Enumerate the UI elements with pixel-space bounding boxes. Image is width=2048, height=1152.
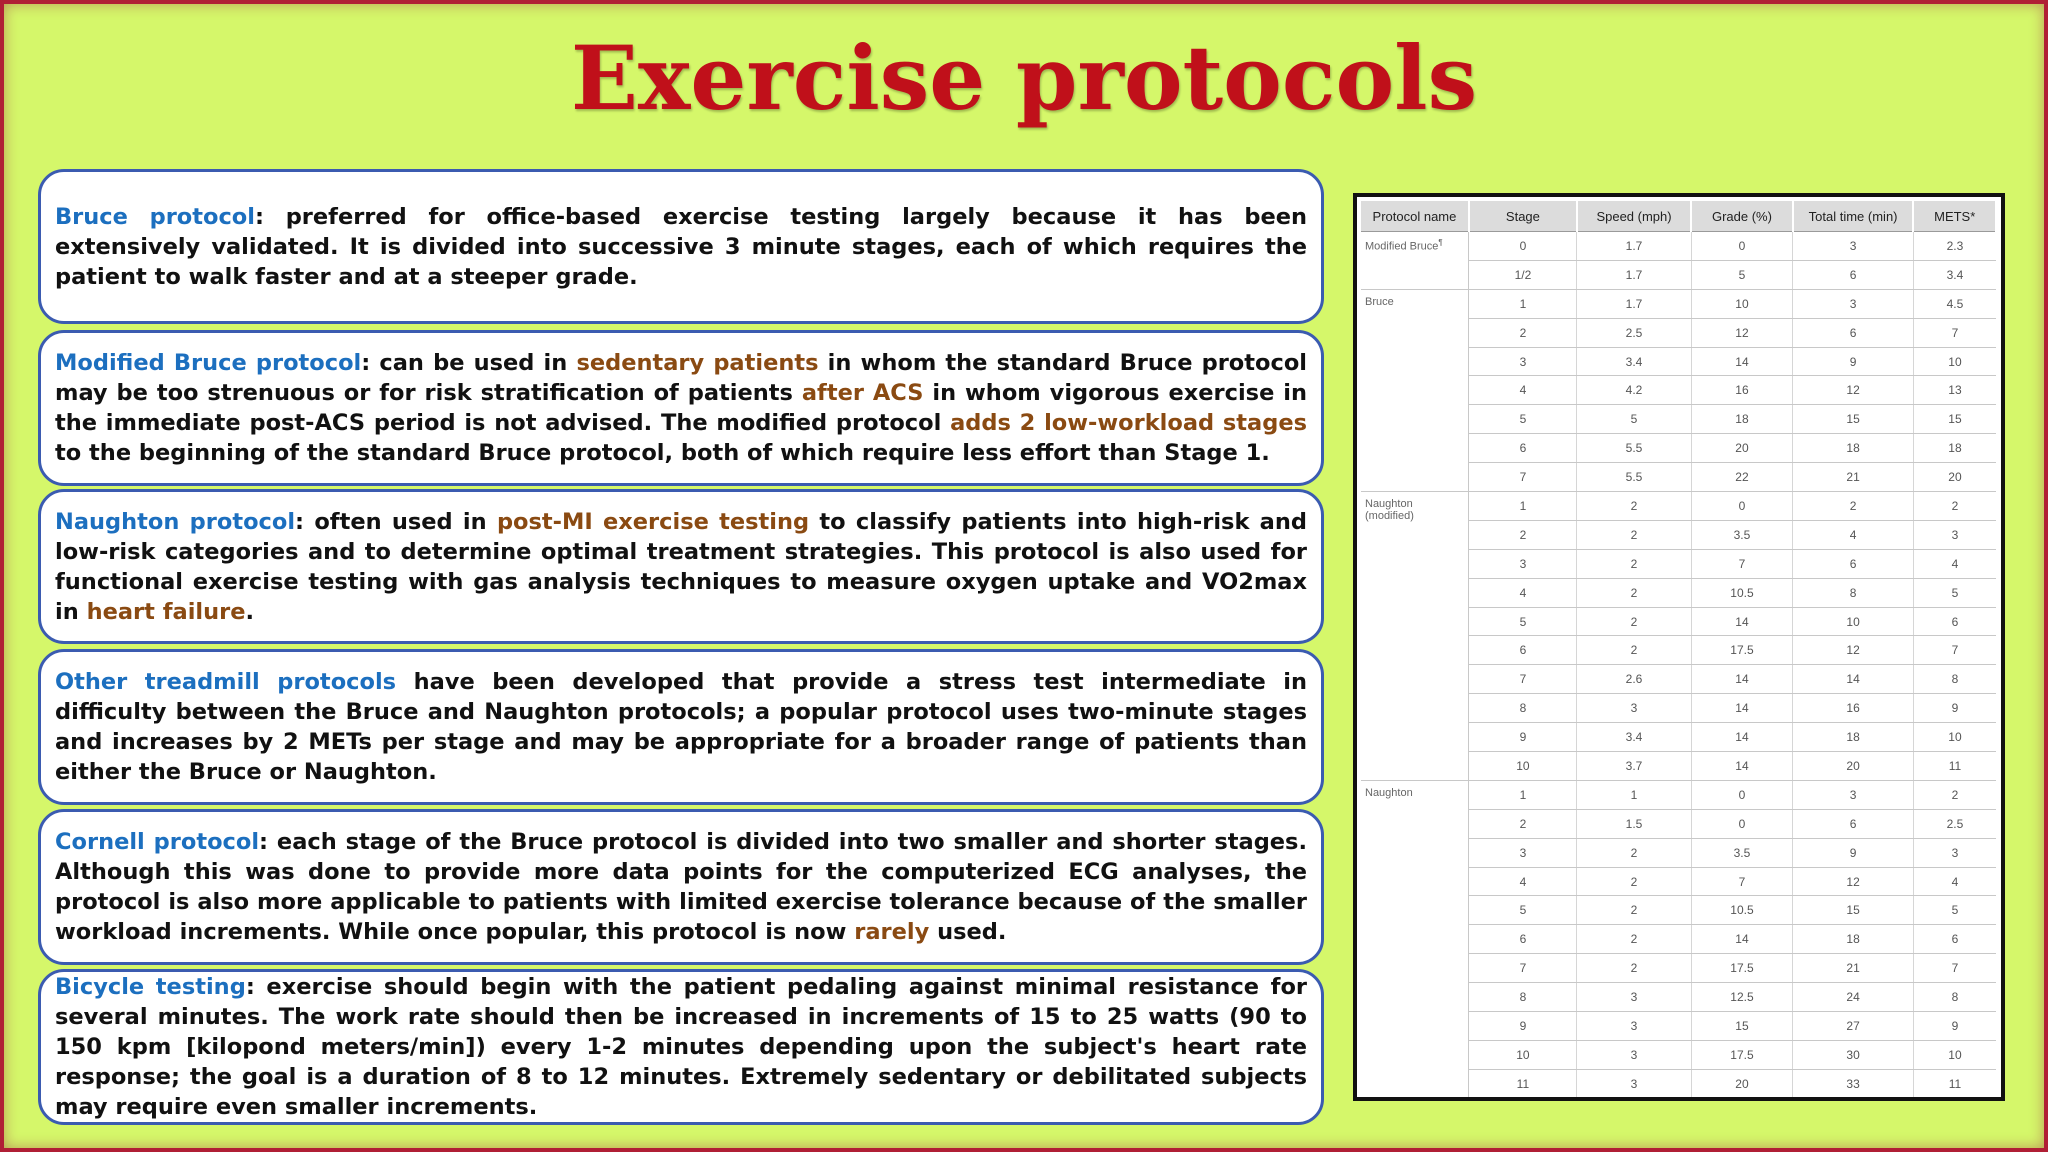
paragraph-text-segment: to the beginning of the standard Bruce protocol, both of which require less effort than Stage 1. [55,440,1270,466]
highlighted-term: after ACS [801,380,924,406]
mets-cell: 11 [1913,752,1996,781]
total-time-cell: 6 [1793,318,1914,347]
speed-cell: 3 [1577,1069,1691,1098]
grade-cell: 14 [1691,925,1793,954]
stage-cell: 5 [1469,607,1577,636]
speed-cell: 2 [1577,896,1691,925]
stage-cell: 2 [1469,809,1577,838]
total-time-cell: 18 [1793,434,1914,463]
speed-cell: 1.7 [1577,289,1691,318]
total-time-cell: 27 [1793,1012,1914,1041]
grade-cell: 20 [1691,1069,1793,1098]
mets-cell: 2 [1913,492,1996,521]
table-row [1361,289,1996,318]
grade-cell: 10.5 [1691,896,1793,925]
stage-cell: 5 [1469,896,1577,925]
total-time-cell: 10 [1793,607,1914,636]
paragraph-text-segment: : preferred for office-based exercise testing largely because it has been extensively validated. It is divided into successive 3 minute stages, each of which requires the patient to walk faster and at a steeper grade. [55,203,1307,290]
mets-cell: 3 [1913,520,1996,549]
total-time-cell: 15 [1793,896,1914,925]
grade-cell: 16 [1691,376,1793,405]
speed-cell: 2 [1577,578,1691,607]
speed-cell: 2 [1577,492,1691,521]
col-header-grade: Grade (%) [1691,201,1793,232]
highlighted-term: Bicycle testing [55,974,246,1000]
other-treadmill-protocols-text [55,667,1307,787]
speed-cell: 2 [1577,867,1691,896]
total-time-cell: 12 [1793,867,1914,896]
stage-cell: 6 [1469,434,1577,463]
footnote-mark: ¶ [1438,238,1443,247]
mets-cell: 11 [1913,1069,1996,1098]
grade-cell: 14 [1691,694,1793,723]
grade-cell: 20 [1691,434,1793,463]
stage-cell: 4 [1469,578,1577,607]
speed-cell: 4.2 [1577,376,1691,405]
total-time-cell: 33 [1793,1069,1914,1098]
protocol-name: Naughton [1365,786,1413,799]
table-row [1361,780,1996,809]
speed-cell: 1 [1577,780,1691,809]
speed-cell: 2 [1577,954,1691,983]
mets-cell: 13 [1913,376,1996,405]
stage-cell: 2 [1469,318,1577,347]
protocol-table-frame [1353,193,2005,1101]
stage-cell: 11 [1469,1069,1577,1098]
bicycle-testing-box [38,969,1324,1125]
speed-cell: 2 [1577,925,1691,954]
speed-cell: 2.6 [1577,665,1691,694]
speed-cell: 3.4 [1577,723,1691,752]
grade-cell: 14 [1691,347,1793,376]
stage-cell: 2 [1469,520,1577,549]
mets-cell: 2 [1913,780,1996,809]
total-time-cell: 18 [1793,723,1914,752]
paragraph-text-segment: . [245,598,255,625]
table-header-row [1361,201,1996,232]
total-time-cell: 14 [1793,665,1914,694]
protocol-name-cell [1361,232,1469,290]
protocol-table [1361,201,1997,1099]
mets-cell: 10 [1913,347,1996,376]
grade-cell: 14 [1691,752,1793,781]
mets-cell: 5 [1913,578,1996,607]
mets-cell: 9 [1913,1012,1996,1041]
stage-cell: 5 [1469,405,1577,434]
grade-cell: 14 [1691,607,1793,636]
mets-cell: 8 [1913,983,1996,1012]
grade-cell: 14 [1691,723,1793,752]
speed-cell: 1.7 [1577,260,1691,289]
highlighted-term: Naughton protocol [55,508,296,535]
bruce-protocol-text [55,202,1307,292]
highlighted-term: heart failure [86,598,246,625]
stage-cell: 3 [1469,549,1577,578]
total-time-cell: 15 [1793,405,1914,434]
modified-bruce-protocol-text [55,348,1307,468]
protocol-name: Bruce [1365,295,1394,308]
protocol-name: Naughton (modified) [1365,498,1414,523]
bicycle-testing-text [55,972,1307,1122]
naughton-protocol-text [55,507,1307,627]
col-header-mets: METS* [1913,201,1996,232]
stage-cell: 9 [1469,723,1577,752]
total-time-cell: 20 [1793,752,1914,781]
stage-cell: 6 [1469,925,1577,954]
grade-cell: 14 [1691,665,1793,694]
stage-cell: 9 [1469,1012,1577,1041]
stage-cell: 6 [1469,636,1577,665]
speed-cell: 2 [1577,549,1691,578]
highlighted-term: sedentary patients [576,350,819,376]
highlighted-term: Cornell protocol [55,829,260,855]
total-time-cell: 16 [1793,694,1914,723]
speed-cell: 2 [1577,636,1691,665]
protocol-name-cell [1361,492,1469,781]
grade-cell: 3.5 [1691,520,1793,549]
total-time-cell: 8 [1793,578,1914,607]
speed-cell: 1.7 [1577,232,1691,261]
paragraph-text-segment: : exercise should begin with the patient pedaling against minimal resistance for several minutes. The work rate should then be increased in increments of 15 to 25 watts (90 to 150 kpm [kilopond meters/min]) every 1-2 minutes depending upon the subject's heart rate response; the goal is a duration of 8 to 12 minutes. Extremely sedentary or debilitated subjects may require even smaller increments. [55,974,1308,1120]
paragraph-text-segment: in whom vigorous exercise in the immediate post-ACS period is not advised. The modified protocol [55,380,1307,436]
protocol-name: Modified Bruce [1365,240,1439,253]
stage-cell: 7 [1469,954,1577,983]
stage-cell: 10 [1469,1040,1577,1069]
speed-cell: 5 [1577,405,1691,434]
stage-cell: 3 [1469,347,1577,376]
stage-cell: 1 [1469,289,1577,318]
mets-cell: 8 [1913,665,1996,694]
speed-cell: 2 [1577,520,1691,549]
stage-cell: 8 [1469,694,1577,723]
highlighted-term: Other treadmill protocols [55,669,397,695]
grade-cell: 0 [1691,809,1793,838]
speed-cell: 2.5 [1577,318,1691,347]
total-time-cell: 9 [1793,838,1914,867]
naughton-protocol-box [38,489,1324,644]
mets-cell: 10 [1913,1040,1996,1069]
grade-cell: 18 [1691,405,1793,434]
mets-cell: 4.5 [1913,289,1996,318]
speed-cell: 3 [1577,1012,1691,1041]
stage-cell: 3 [1469,838,1577,867]
modified-bruce-protocol-box [38,330,1324,486]
highlighted-term: Bruce protocol [55,203,255,230]
speed-cell: 2 [1577,838,1691,867]
paragraph-text-segment: have been developed that provide a stress test intermediate in difficulty between the Bruce and Naughton protocols; a popular protocol uses two-minute stages and increases by 2 METs per stage and may be appropriate for a broader range of patients than either the Bruce or Naughton. [55,669,1307,785]
page-title: Exercise protocols [570,26,1478,130]
cornell-protocol-box [38,809,1324,965]
protocol-name-cell [1361,289,1469,491]
stage-cell: 1/2 [1469,260,1577,289]
grade-cell: 3.5 [1691,838,1793,867]
speed-cell: 3 [1577,1040,1691,1069]
grade-cell: 0 [1691,492,1793,521]
total-time-cell: 3 [1793,289,1914,318]
total-time-cell: 21 [1793,954,1914,983]
stage-cell: 0 [1469,232,1577,261]
mets-cell: 3.4 [1913,260,1996,289]
highlighted-term: Modified Bruce protocol [55,350,362,376]
mets-cell: 18 [1913,434,1996,463]
stage-cell: 4 [1469,867,1577,896]
mets-cell: 7 [1913,636,1996,665]
grade-cell: 10.5 [1691,578,1793,607]
mets-cell: 7 [1913,954,1996,983]
col-header-total-time: Total time (min) [1793,201,1914,232]
total-time-cell: 3 [1793,232,1914,261]
total-time-cell: 4 [1793,520,1914,549]
speed-cell: 1.5 [1577,809,1691,838]
grade-cell: 0 [1691,780,1793,809]
grade-cell: 17.5 [1691,1040,1793,1069]
total-time-cell: 24 [1793,983,1914,1012]
table-row [1361,232,1996,261]
other-treadmill-protocols-box [38,649,1324,805]
mets-cell: 4 [1913,549,1996,578]
stage-cell: 4 [1469,376,1577,405]
grade-cell: 17.5 [1691,954,1793,983]
speed-cell: 3.7 [1577,752,1691,781]
grade-cell: 7 [1691,549,1793,578]
speed-cell: 5.5 [1577,434,1691,463]
paragraph-text-segment: in whom the standard Bruce protocol may be too strenuous or for risk stratification of patients [55,350,1307,406]
speed-cell: 3 [1577,983,1691,1012]
total-time-cell: 30 [1793,1040,1914,1069]
mets-cell: 5 [1913,896,1996,925]
mets-cell: 7 [1913,318,1996,347]
mets-cell: 6 [1913,607,1996,636]
paragraph-text-segment: : can be used in [361,350,577,376]
mets-cell: 10 [1913,723,1996,752]
grade-cell: 22 [1691,463,1793,492]
highlighted-term: post-MI exercise testing [496,508,810,535]
mets-cell: 6 [1913,925,1996,954]
total-time-cell: 6 [1793,260,1914,289]
grade-cell: 17.5 [1691,636,1793,665]
speed-cell: 2 [1577,607,1691,636]
paragraph-text-segment: : often used in [295,508,497,535]
bruce-protocol-box [38,169,1324,324]
grade-cell: 7 [1691,867,1793,896]
grade-cell: 12.5 [1691,983,1793,1012]
protocol-name-cell [1361,780,1469,1098]
stage-cell: 10 [1469,752,1577,781]
col-header-speed: Speed (mph) [1577,201,1691,232]
stage-cell: 8 [1469,983,1577,1012]
speed-cell: 5.5 [1577,463,1691,492]
grade-cell: 0 [1691,232,1793,261]
mets-cell: 15 [1913,405,1996,434]
total-time-cell: 18 [1793,925,1914,954]
col-header-stage: Stage [1469,201,1577,232]
mets-cell: 3 [1913,838,1996,867]
mets-cell: 4 [1913,867,1996,896]
paragraph-text-segment: to classify patients into high-risk and low-risk categories and to determine optimal treatment strategies. This protocol is also used for functional exercise testing with gas analysis techniques to measure oxygen uptake and VO2max in [55,508,1307,625]
total-time-cell: 21 [1793,463,1914,492]
mets-cell: 2.3 [1913,232,1996,261]
mets-cell: 9 [1913,694,1996,723]
grade-cell: 10 [1691,289,1793,318]
paragraph-text-segment: : each stage of the Bruce protocol is divided into two smaller and shorter stages. Although this was done to provide more data points for the computerized ECG analyses, the protocol is also more applicable to patients with limited exercise tolerance because of the smaller workload increments. While once popular, this protocol is now [55,829,1307,945]
paragraph-text-segment: used. [929,919,1007,945]
table-row [1361,492,1996,521]
total-time-cell: 6 [1793,809,1914,838]
total-time-cell: 9 [1793,347,1914,376]
speed-cell: 3.4 [1577,347,1691,376]
total-time-cell: 3 [1793,780,1914,809]
highlighted-term: rarely [854,919,930,945]
grade-cell: 12 [1691,318,1793,347]
mets-cell: 2.5 [1913,809,1996,838]
stage-cell: 1 [1469,492,1577,521]
col-header-protocol-name: Protocol name [1361,201,1469,232]
table-body [1361,232,1996,1099]
total-time-cell: 12 [1793,376,1914,405]
total-time-cell: 2 [1793,492,1914,521]
mets-cell: 20 [1913,463,1996,492]
stage-cell: 7 [1469,463,1577,492]
speed-cell: 3 [1577,694,1691,723]
highlighted-term: adds 2 low-workload stages [950,410,1307,436]
total-time-cell: 6 [1793,549,1914,578]
total-time-cell: 12 [1793,636,1914,665]
cornell-protocol-text [55,827,1307,947]
stage-cell: 1 [1469,780,1577,809]
grade-cell: 15 [1691,1012,1793,1041]
stage-cell: 7 [1469,665,1577,694]
grade-cell: 5 [1691,260,1793,289]
